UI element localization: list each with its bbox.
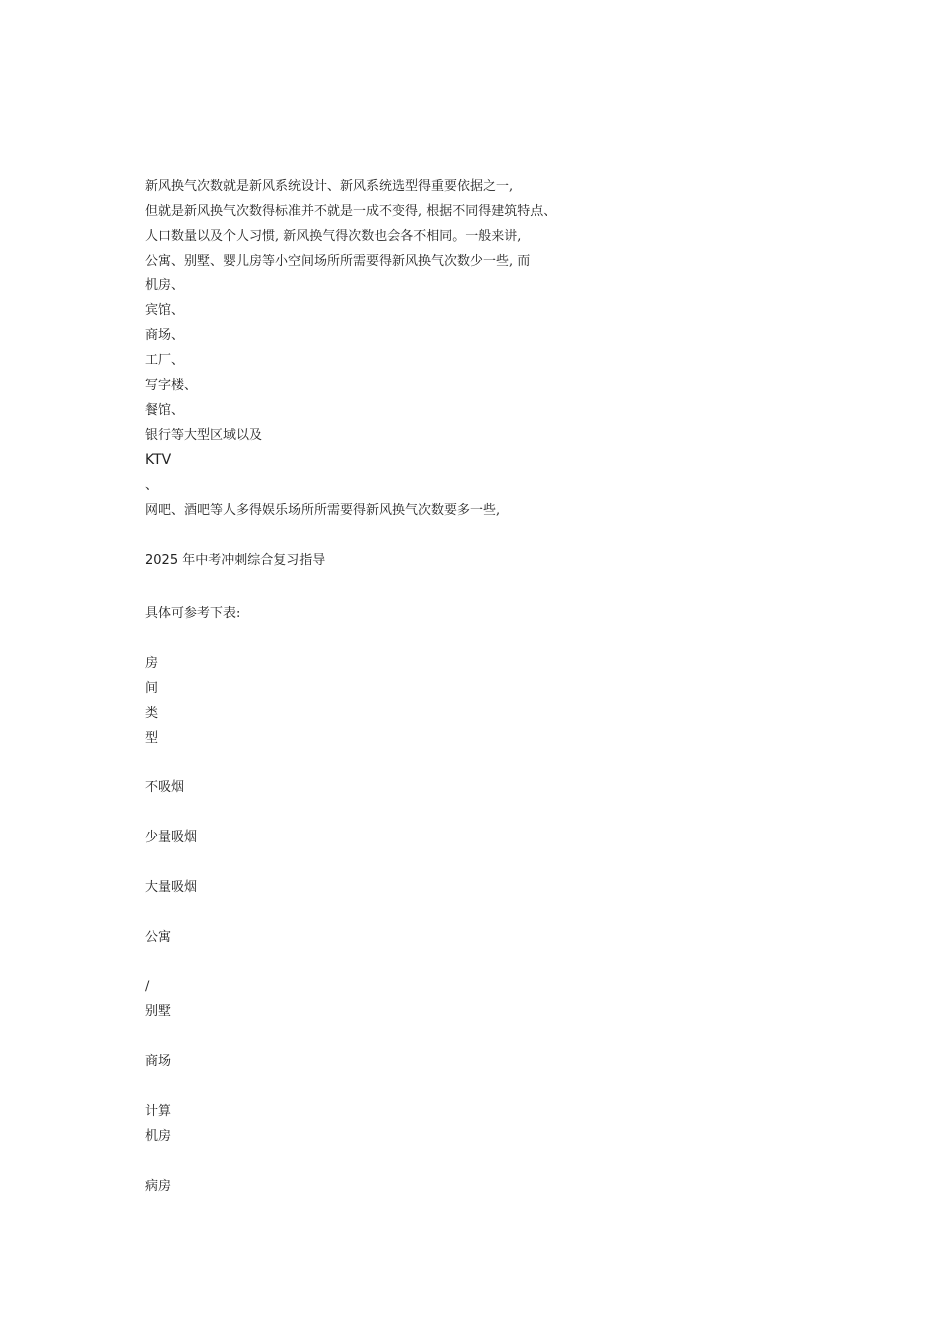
intro-line: 机房、 [145, 278, 185, 293]
table-row-mall: 商场 [145, 1054, 172, 1069]
intro-line: 银行等大型区域以及 [145, 428, 263, 443]
section-title: 2025 年中考冲刺综合复习指导 [145, 553, 326, 568]
table-header-light-smoking: 少量吸烟 [145, 830, 198, 845]
intro-line: 商场、 [145, 328, 185, 343]
intro-line: 网吧、酒吧等人多得娱乐场所所需要得新风换气次数要多一些, [145, 503, 501, 518]
table-row-computer-room: 计算 [145, 1104, 172, 1119]
table-header-room-type: 型 [145, 731, 159, 746]
intro-line: 餐馆、 [145, 403, 185, 418]
intro-line: 工厂、 [145, 353, 185, 368]
table-row-apartment-separator: / [145, 979, 150, 994]
intro-line-ktv: KTV [145, 452, 172, 468]
table-header-heavy-smoking: 大量吸烟 [145, 880, 198, 895]
table-row-ward: 病房 [145, 1179, 172, 1194]
table-row-apartment: 公寓 [145, 930, 172, 945]
intro-line: 人口数量以及个人习惯, 新风换气得次数也会各不相同。一般来讲, [145, 229, 522, 244]
intro-line: 公寓、别墅、婴儿房等小空间场所所需要得新风换气次数少一些, 而 [145, 254, 531, 269]
table-header-no-smoking: 不吸烟 [145, 780, 185, 795]
intro-line: 新风换气次数就是新风系统设计、新风系统选型得重要依据之一, [145, 179, 514, 194]
intro-line: 但就是新风换气次数得标准并不就是一成不变得, 根据不同得建筑特点、 [145, 204, 557, 219]
intro-line: 宾馆、 [145, 303, 185, 318]
table-header-room-type: 房 [145, 656, 159, 671]
intro-line: 写字楼、 [145, 378, 198, 393]
table-row-computer-room: 机房 [145, 1129, 172, 1144]
table-header-room-type: 类 [145, 706, 159, 721]
table-header-room-type: 间 [145, 681, 159, 696]
table-intro: 具体可参考下表: [145, 606, 241, 621]
table-row-villa: 别墅 [145, 1004, 172, 1019]
intro-line: 、 [145, 478, 159, 493]
